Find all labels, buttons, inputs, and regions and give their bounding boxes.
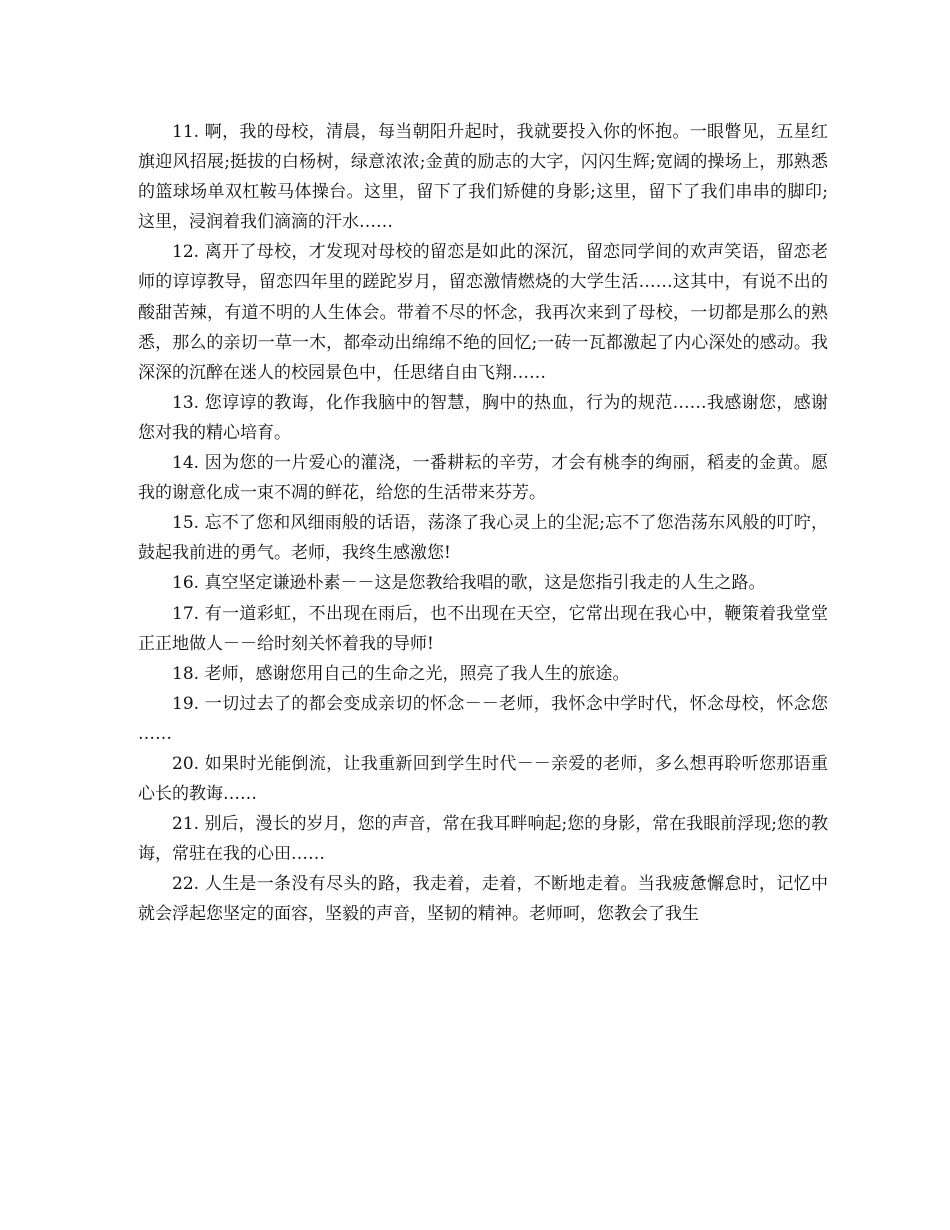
- paragraph-11: 11. 啊，我的母校，清晨，每当朝阳升起时，我就要投入你的怀抱。一眼瞥见，五星红旗迎风招展;挺拔的白杨树，绿意浓浓;金黄的励志的大字，闪闪生辉;宽阔的操场上，那熟悉的篮球场单双杠鞍马体操台。这里，留下了我们矫健的身影;这里，留下了我们串串的脚印;这里，浸润着我们滴滴的汗水……: [138, 122, 828, 233]
- paragraph-17: 17. 有一道彩虹，不出现在雨后，也不出现在天空，它常出现在我心中，鞭策着我堂堂正正地做人－－给时刻关怀着我的导师!: [138, 603, 828, 654]
- document-body: [138, 117, 828, 930]
- paragraph-15: 15. 忘不了您和风细雨般的话语，荡涤了我心灵上的尘泥;忘不了您浩荡东风般的叮咛，鼓起我前进的勇气。老师，我终生感激您!: [138, 513, 828, 564]
- paragraph-14: 14. 因为您的一片爱心的灌浇，一番耕耘的辛劳，才会有桃李的绚丽，稻麦的金黄。愿我的谢意化成一束不凋的鲜花，给您的生活带来芬芳。: [138, 453, 828, 504]
- paragraph-21: 21. 别后，漫长的岁月，您的声音，常在我耳畔响起;您的身影，常在我眼前浮现;您的教诲，常驻在我的心田……: [138, 814, 828, 865]
- paragraph-18: 18. 老师，感谢您用自己的生命之光，照亮了我人生的旅途。: [172, 663, 630, 684]
- paragraph-19: 19. 一切过去了的都会变成亲切的怀念－－老师，我怀念中学时代，怀念母校，怀念您……: [138, 693, 828, 744]
- paragraph-16: 16. 真空坚定谦逊朴素－－这是您教给我唱的歌，这是您指引我走的人生之路。: [172, 573, 766, 594]
- paragraph-12: 12. 离开了母校，才发现对母校的留恋是如此的深沉，留恋同学间的欢声笑语，留恋老师的谆谆教导，留恋四年里的蹉跎岁月，留恋激情燃烧的大学生活……这其中，有说不出的酸甜苦辣，有道不明的人生体会。带着不尽的怀念，我再次来到了母校，一切都是那么的熟悉，那么的亲切一草一木，都牵动出绵绵不绝的回忆;一砖一瓦都激起了内心深处的感动。我深深的沉醉在迷人的校园景色中，任思绪自由飞翔……: [138, 242, 828, 383]
- paragraph-13: 13. 您谆谆的教诲，化作我脑中的智慧，胸中的热血，行为的规范……我感谢您，感谢您对我的精心培育。: [138, 392, 828, 443]
- paragraph-22: 22. 人生是一条没有尽头的路，我走着，走着，不断地走着。当我疲惫懈怠时，记忆中就会浮起您坚定的面容，坚毅的声音，坚韧的精神。老师呵，您教会了我生: [138, 874, 828, 925]
- paragraph-20: 20. 如果时光能倒流，让我重新回到学生时代－－亲爱的老师，多么想再聆听您那语重心长的教诲……: [138, 753, 828, 805]
